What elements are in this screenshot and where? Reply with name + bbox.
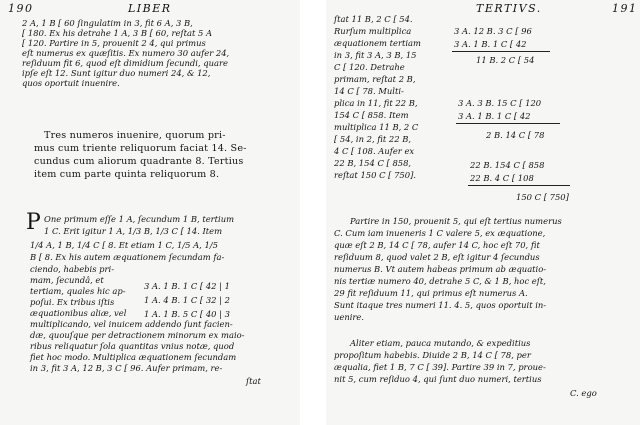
text-line: 29 fit reſiduum 11, qui primus eſt numerus A. (334, 288, 528, 298)
right-page (326, 0, 640, 425)
text-line: 154 C [ 858. Item (334, 110, 409, 120)
left-page (0, 0, 300, 425)
text-line: Aliter etiam, pauca mutando, & expeditius (350, 338, 531, 348)
text-line: 2 A, 1 B [ 60 ſingulatim in 3, fit 6 A, 3 B, (22, 18, 193, 28)
text-line: numerus B. Vt autem habeas primum ab æquatio- (334, 264, 547, 274)
right-running-head: TERTIVS. (476, 2, 542, 15)
text-line: ribus reliquatur ſola quantitas vnius notæ, quod (30, 341, 235, 351)
text-line: [ 120. Partire in 5, prouenit 2 4, qui primus (22, 38, 206, 48)
text-line: uenire. (334, 312, 365, 322)
text-line: quæ eſt 2 B, 14 C [ 78, aufer 14 C, hoc eſt 70, fit (334, 240, 540, 250)
text-line: tertiam, quales hic ap- (30, 286, 126, 296)
text-line: 1 C. Erit igitur 1 A, 1/3 B, 1/3 C [ 14. Item (44, 226, 223, 236)
equation-row: 22 B. 4 C [ 108 (470, 173, 534, 183)
text-line: multiplica 11 B, 2 C (334, 122, 419, 132)
text-line: fiet hoc modo. Multiplica æquationem ſecundam (30, 352, 237, 362)
text-line: æquationibus aliæ, vel (30, 308, 127, 318)
equation-result: 11 B. 2 C [ 54 (476, 55, 535, 65)
text-line: multiplicando, vel inuicem addendo ſunt facien- (30, 319, 233, 329)
text-line: ſtat (246, 376, 261, 386)
text-line: cundus cum aliorum quadrante 8. Tertius (34, 156, 244, 167)
text-line: quos oportuit inuenire. (22, 78, 120, 88)
text-line: in 3, fit 3 A, 3 B, 15 (334, 50, 417, 60)
text-line: dæ, quouſque per detractionem minorum ex maio- (30, 330, 245, 340)
text-line: mam, ſecundâ, et (30, 275, 104, 285)
sum-rule (452, 51, 550, 52)
text-line: ciendo, habebis pri- (30, 264, 115, 274)
text-line: plica in 11, fit 22 B, (334, 98, 418, 108)
text-line: Partire in 150, prouenit 5, qui eſt tertius numerus (350, 216, 562, 226)
text-line: poſui. Ex tribus iſtis (30, 297, 115, 307)
text-line: nit 5, cum reſiduo 4, qui ſunt duo numeri, tertius (334, 374, 542, 384)
text-line: C. Cum iam inueneris 1 C valere 5, ex æquatione, (334, 228, 546, 238)
text-line: nis tertiæ numero 40, detrahe 5 C, & 1 B, hoc eſt, (334, 276, 546, 286)
text-line: eſt numerus ex quæſitis. Ex numero 30 aufer 24, (22, 48, 230, 58)
text-line: 4 C [ 108. Aufer ex (334, 146, 415, 156)
text-line: reſiduum fit 6, quod eſt dimidium ſecundi, quare (22, 58, 228, 68)
text-line: B [ 8. Ex his autem æquationem ſecundam fa- (30, 252, 225, 262)
text-line: One primum eſſe 1 A, ſecundum 1 B, tertium (44, 214, 235, 224)
text-line: 1/4 A, 1 B, 1/4 C [ 8. Et etiam 1 C, 1/5 A, 1/5 (30, 240, 218, 250)
book-gutter (300, 0, 326, 425)
text-line: reſtat 150 C [ 750]. (334, 170, 417, 180)
text-line: Sunt itaque tres numeri 11. 4. 5, quos oportuit in- (334, 300, 547, 310)
text-line: reſiduum 8, quod valet 2 B, eſt igitur 4 ſecundus (334, 252, 540, 262)
right-page-number: 191 (612, 2, 638, 15)
text-line: C [ 120. Detrahe (334, 62, 405, 72)
text-line: mus cum triente reliquorum faciat 14. Se- (34, 143, 247, 154)
equation-row: 1 A. 1 B. 5 C [ 40 | 3 (144, 309, 230, 319)
equation-result: 150 C [ 750] (516, 192, 569, 202)
text-line: item cum parte quinta reliquorum 8. (34, 169, 220, 180)
equation-row: 3 A. 12 B. 3 C [ 96 (454, 26, 532, 36)
equation-row: 3 A. 1 B. 1 C [ 42 (458, 111, 531, 121)
equation-row: 3 A. 3 B. 15 C [ 120 (458, 98, 542, 108)
text-line: æqualia, fiet 1 B, 7 C [ 39]. Partire 39 in 7, proue- (334, 362, 546, 372)
equation-row: 3 A. 1 B. 1 C [ 42 | 1 (144, 281, 230, 291)
left-page-number: 190 (8, 2, 34, 15)
sum-rule (456, 123, 560, 124)
text-line: [ 54, in 2, fit 22 B, (334, 134, 412, 144)
left-running-head: LIBER (128, 2, 172, 15)
catchword: C. ego (570, 388, 597, 398)
equation-result: 2 B. 14 C [ 78 (486, 130, 545, 140)
equation-row: 3 A. 1 B. 1 C [ 42 (454, 39, 527, 49)
text-line: 22 B, 154 C [ 858, (334, 158, 412, 168)
text-line: in 3, fit 3 A, 12 B, 3 C [ 96. Aufer primam, re- (30, 363, 223, 373)
text-line: Rurſum multiplica (334, 26, 412, 36)
text-line: propoſitum habebis. Diuide 2 B, 14 C [ 78, per (334, 350, 531, 360)
sum-rule (468, 185, 570, 186)
text-line: primam, reſtat 2 B, (334, 74, 416, 84)
text-line: æquationem tertiam (334, 38, 421, 48)
drop-cap: P (26, 210, 41, 235)
text-line: ſtat 11 B, 2 C [ 54. (334, 14, 413, 24)
text-line: ipſe eſt 12. Sunt igitur duo numeri 24, & 12, (22, 68, 211, 78)
text-line: [ 180. Ex his detrahe 1 A, 3 B [ 60, reſtat 5 A (22, 28, 213, 38)
equation-row: 22 B. 154 C [ 858 (470, 160, 545, 170)
text-line: 14 C [ 78. Multi- (334, 86, 404, 96)
text-line: Tres numeros inuenire, quorum pri- (44, 130, 226, 141)
equation-row: 1 A. 4 B. 1 C [ 32 | 2 (144, 295, 230, 305)
